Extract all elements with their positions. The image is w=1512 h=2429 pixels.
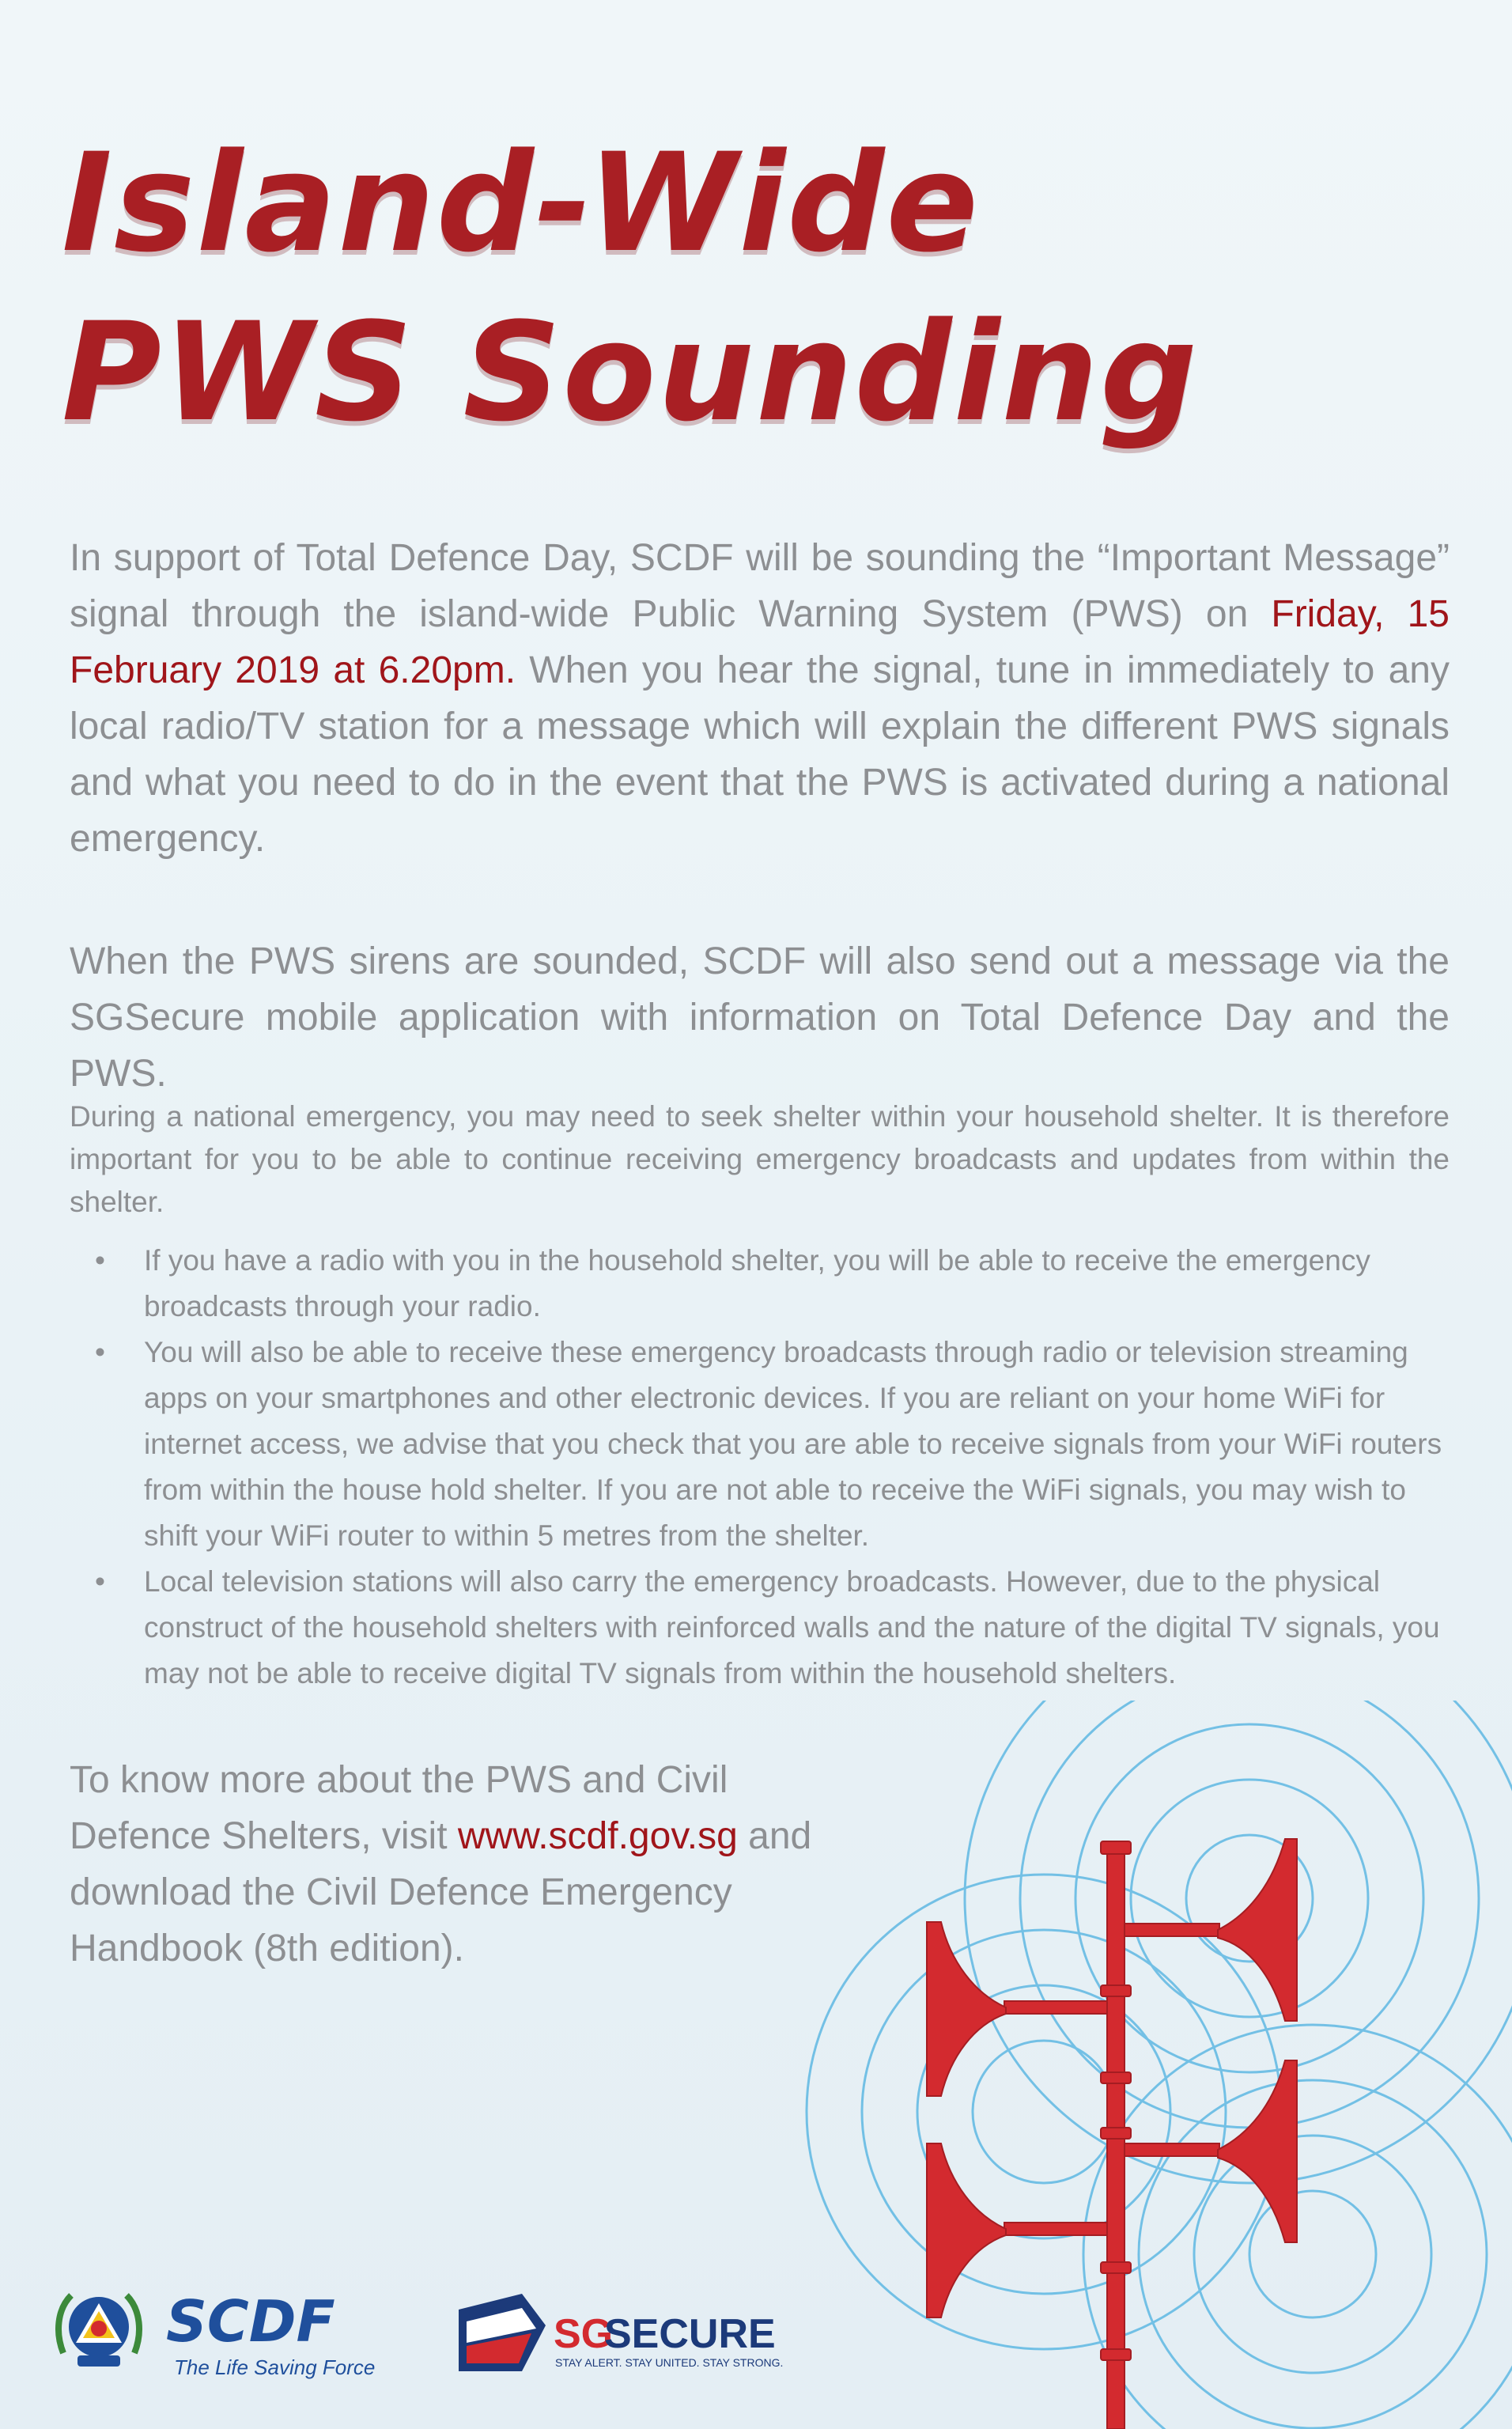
more-info-text-after: and download the Civil Defence Emergency Handbook (8th edition).	[70, 1815, 812, 1969]
siren-illustration	[743, 1701, 1512, 2429]
more-info-text-before: To know more about the PWS and Civil Defence Shelters, visit	[70, 1759, 728, 1857]
title-line-1: Island-Wide	[62, 123, 981, 282]
page-title	[62, 119, 1446, 457]
scdf-website-link[interactable]: www.scdf.gov.sg	[457, 1815, 738, 1857]
shelter-paragraph: During a national emergency, you may need to seek shelter within your household shelter. It is therefore important for you to be able to continue receiving emergency broadcasts and updates from within the shelter.	[70, 1100, 1450, 1218]
civil-defence-crest-icon	[59, 2295, 139, 2367]
sgsecure-logo-sg: SG	[554, 2311, 614, 2357]
title-line-2: PWS Sounding	[62, 293, 1200, 452]
intro-text-before: In support of Total Defence Day, SCDF will be sounding the “Important Message” signal through the island-wide Public Warning System (PWS) on	[70, 537, 1450, 635]
sgsecure-logo-secure: SECURE	[604, 2311, 776, 2357]
scdf-tagline: The Life Saving Force	[174, 2355, 376, 2379]
intro-paragraph	[70, 530, 1450, 867]
bullet-list	[95, 1238, 1443, 1697]
sgsecure-paragraph: When the PWS sirens are sounded, SCDF will also send out a message via the SGSecure mobile application with information on Total Defence Day and the PWS.	[70, 940, 1450, 1095]
bullet-item: • If you have a radio with you in the household shelter, you will be able to receive the emergency broadcasts through your radio.	[95, 1238, 1443, 1330]
intro-text-after: When you hear the signal, tune in immediately to any local radio/TV station for a message which will explain the different PWS signals and what you need to do in the event that the PWS is activated during a national emergency.	[70, 649, 1450, 860]
footer-logos	[47, 2278, 791, 2389]
signal-rings-icon	[807, 1701, 1512, 2429]
bullet-item: • You will also be able to receive these emergency broadcasts through radio or television streaming apps on your smartphones and other electronic devices. If you are reliant on your home WiFi for internet access, we advise that you check that you are able to receive signals from your WiFi routers from within the house hold shelter. If you are not able to receive the WiFi signals, you may wish to shift your WiFi router to within 5 metres from the shelter.	[95, 1330, 1443, 1559]
sgsecure-shield-icon	[459, 2294, 546, 2371]
sgsecure-tagline: STAY ALERT. STAY UNITED. STAY STRONG.	[555, 2356, 784, 2369]
more-info-paragraph	[70, 1752, 860, 1977]
bullet-item: • Local television stations will also carry the emergency broadcasts. However, due to the physical construct of the household shelters with reinforced walls and the nature of the digital TV signals, you may not be able to receive digital TV signals from within the household shelters.	[95, 1559, 1443, 1697]
scdf-logo-text: SCDF	[166, 2288, 335, 2355]
date-highlight: Friday, 15 February 2019 at 6.20pm.	[70, 593, 1450, 691]
